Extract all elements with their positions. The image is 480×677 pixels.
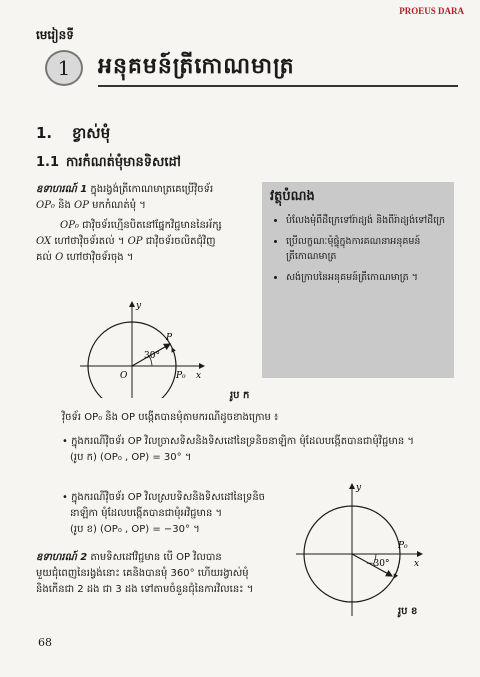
bullet-1b: (រូប ក) (OP₀ , OP) = 30° ។ — [70, 452, 192, 463]
objective-item: • ប្រើលក្ខណៈមុំផ្ទុំក្នុងការគណនាអនុគមន៍ត្រីកោណមាត្រ — [286, 234, 446, 264]
subsection-title: ការកំណត់មុំមានទិសដៅ — [66, 155, 181, 170]
objectives-list — [270, 213, 446, 285]
bullet-1a-text: ក្នុងករណីវ៉ិចទ័រ OP វិលច្រាសទិសនិងទិសដៅនៃទ្រនិចនាឡិកា មុំដែលបង្កើតបានជាមុំវិជ្ជមាន ។ — [71, 436, 414, 447]
example2-line2: មួយជុំពេញនៃរង្វង់នោះ គេនិងបានមុំ 360° ហើយរង្វាស់មុំ — [36, 568, 249, 579]
figure-a-unit-circle — [80, 298, 210, 398]
example2-line1: តាមទិសដៅវិជ្ជមាន បើ OP វិលបាន — [90, 552, 222, 563]
chapter-title: អនុគមន៍ត្រីកោណមាត្រ — [98, 54, 295, 79]
section-heading — [36, 124, 110, 146]
vector-op0: OP₀ — [36, 200, 55, 211]
origin-o: O — [55, 252, 64, 263]
bullet-2b: នាឡិកា មុំដែលបង្កើតបានជាមុំអវិជ្ជមាន ។ — [70, 508, 223, 519]
page-number: 68 — [38, 636, 52, 649]
bullet-1a: • ក្នុងករណីវ៉ិចទ័រ OP វិលច្រាសទិសនិងទិសដៅនៃទ្រនិចនាឡិកា មុំដែលបង្កើតបានជាមុំវិជ្ជមាន ។ — [62, 436, 414, 447]
x-label: x — [196, 371, 202, 381]
subsection-heading — [36, 154, 181, 173]
bullet-1 — [62, 434, 462, 466]
example1-line1: ក្នុងរង្វង់ត្រីកោណមាត្រគេប្រើវ៉ិចទ័រ — [90, 184, 214, 195]
p0-label: P₀ — [398, 541, 408, 551]
angle-label: 30° — [144, 351, 160, 361]
example2-line3: និងកើនជា 2 ដង ជា 3 ដង ទៅតាមចំនួនជុំនៃការវិលនេះ ។ — [36, 584, 254, 595]
lesson-number: 1 — [57, 56, 71, 80]
example1-line2-rest: មកកំណត់មុំ ។ — [92, 200, 146, 211]
section-number: 1. — [36, 124, 53, 142]
intro-line: វ៉ិចទ័រ OP₀ និង OP បង្កើតបានមុំតាមករណីដូចខាងក្រោម ៖ — [62, 412, 279, 423]
y-label: y — [356, 483, 362, 493]
brand-label: PROEUS DARA — [399, 6, 464, 16]
origin-label: O — [120, 371, 128, 381]
example1-para: ជាវ៉ិចទ័រហ្មើនបិតនៅផ្នែកវិជ្ជមាននៃអ័ក្ស — [82, 220, 222, 231]
p-label: P — [166, 333, 173, 343]
example1-para3: ជាវ៉ិចទ័រចលិតជុំវិញ — [145, 236, 216, 247]
example1-para5: ហៅថាវ៉ិចទ័រចុង ។ — [66, 252, 134, 263]
bullet-2c: (រូប ខ) (OP₀ , OP) = −30° ។ — [70, 524, 200, 535]
p0-label: P₀ — [176, 371, 186, 381]
example1-para4: គល់ — [36, 252, 52, 263]
and-word: និង — [58, 200, 71, 211]
lesson-label: មេរៀនទី — [36, 28, 74, 42]
subsection-number: 1.1 — [36, 155, 60, 170]
objectives-title: វត្ថុបំណង — [270, 189, 315, 204]
bullet-2 — [62, 490, 292, 538]
vector-op0-2: OP₀ — [60, 220, 79, 231]
figure-a-caption: រូប ក — [230, 390, 250, 401]
title-rule — [98, 85, 458, 87]
vector-op: OP — [74, 200, 89, 211]
axis-ox: OX — [36, 236, 52, 247]
example1-block — [36, 182, 256, 266]
objective-item: • បំលែងមុំពីដឺក្រេទៅរ៉ាដ្យង់ និងពីរ៉ាដ្យង់ទៅដឺក្រេ — [286, 213, 446, 228]
angle-label: −30° — [366, 559, 390, 569]
lesson-number-badge — [45, 50, 83, 86]
figure-b-unit-circle — [296, 478, 446, 618]
example1-label: ឧទាហរណ៍ 1 — [36, 184, 88, 195]
objectives-box — [262, 182, 454, 378]
example2-block — [36, 550, 286, 598]
y-label: y — [136, 301, 142, 311]
section-title: ខ្វាស់មុំ — [72, 124, 111, 142]
example1-para2: ហៅថាវ៉ិចទ័រតល់ ។ — [54, 236, 125, 247]
vector-op-2: OP — [127, 236, 143, 247]
example2-label: ឧទាហរណ៍ 2 — [36, 552, 88, 563]
bullet-2a: • ក្នុងករណីវ៉ិចទ័រ OP វិលស្របទិសនិងទិសដៅនៃទ្រនិច — [62, 492, 266, 503]
x-label: x — [414, 559, 420, 569]
bullet-2a-text: ក្នុងករណីវ៉ិចទ័រ OP វិលស្របទិសនិងទិសដៅនៃទ្រនិច — [71, 492, 266, 503]
figure-b-caption: រូប ខ — [398, 606, 418, 617]
objective-item: • សង់ក្រាបនៃអនុគមន៍ត្រីកោណមាត្រ ។ — [286, 270, 446, 285]
